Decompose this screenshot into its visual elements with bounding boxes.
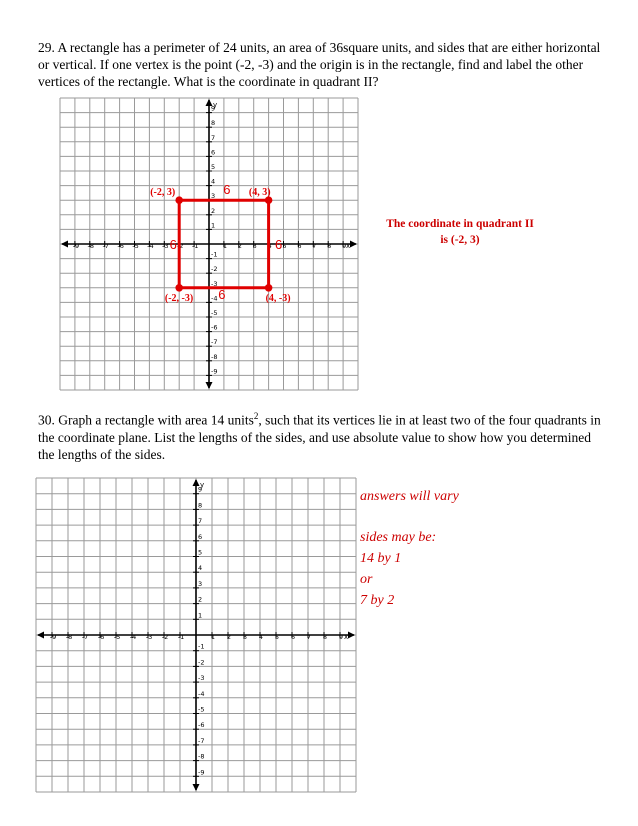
problem-29-text: 29. A rectangle has a perimeter of 24 units, an area of 36square units, and sides that are either horizontal or vertical. If one vertex is the point (-2, -3) and the origin is in the rectangle, find and label the other vertices of the rectangle. What is the coordinate in quadrant II? (38, 40, 601, 89)
y-tick-label: -1 (211, 250, 218, 259)
x-axis-arrow-left (37, 632, 44, 639)
side-length-label: 6 (169, 237, 177, 252)
problem-30-text (38, 408, 603, 463)
y-tick-label: 3 (198, 579, 203, 588)
y-tick-label: 2 (198, 595, 203, 604)
answer-30-line-4: or (360, 572, 373, 587)
side-length-label: 6 (274, 237, 283, 252)
x-tick-label: 9 (342, 242, 347, 250)
x-tick-label: 7 (306, 633, 312, 641)
rectangle-vertex (175, 196, 183, 204)
x-tick-label: 2 (226, 633, 232, 641)
x-tick-label: 5 (282, 242, 287, 250)
x-tick-label: 9 (338, 633, 344, 641)
y-tick-label: -1 (198, 642, 205, 651)
y-tick-label: -7 (198, 736, 205, 745)
vertex-label: (4, 3) (248, 187, 271, 199)
answer-30-line-5: 7 by 2 (360, 593, 395, 608)
y-tick-label: 3 (211, 192, 216, 201)
x-tick-label: -4 (129, 633, 137, 641)
y-axis-label: y (213, 101, 218, 109)
y-tick-label: -9 (211, 367, 218, 376)
x-tick-label: 3 (252, 242, 257, 250)
y-tick-label: 7 (211, 133, 216, 142)
x-tick-label: 3 (242, 633, 248, 641)
rectangle-vertex (265, 284, 273, 292)
y-tick-label: 8 (211, 119, 216, 128)
x-tick-label: -2 (176, 242, 184, 250)
x-axis-label: x (344, 633, 349, 641)
y-tick-label: -5 (198, 705, 205, 714)
y-tick-label: -4 (198, 689, 205, 698)
units-superscript: 2 (253, 411, 259, 421)
y-axis-arrow-down (193, 784, 200, 791)
x-tick-label: -6 (117, 242, 124, 250)
coordinate-grid-30 (36, 478, 356, 792)
y-tick-label: 9 (198, 485, 203, 494)
x-tick-label: -1 (177, 633, 185, 641)
y-tick-label: -6 (211, 323, 218, 332)
y-tick-label: -9 (198, 768, 205, 777)
x-tick-label: 6 (297, 242, 302, 250)
x-tick-label: 8 (322, 633, 328, 641)
rectangle-vertex (175, 284, 183, 292)
x-tick-label: -5 (132, 242, 139, 250)
problem-30-text-end: , such that its vertices lie in at least two of the four quadrants in the coordinate plane. List the lengths of the sides, and use absolute value to show how you determined the lengths of the sides. (38, 412, 601, 462)
vertex-label: (4, -3) (265, 292, 291, 304)
x-tick-label: -8 (65, 633, 73, 641)
x-tick-label: -5 (113, 633, 121, 641)
x-tick-label: 7 (312, 242, 317, 250)
x-tick-label: -6 (97, 633, 105, 641)
x-axis-arrow-right (348, 632, 355, 639)
x-tick-label: 5 (274, 633, 280, 641)
y-tick-label: -7 (211, 338, 218, 347)
answer-30 (360, 486, 459, 611)
x-tick-label: -3 (145, 633, 153, 641)
answer-30-line-1: answers will vary (360, 489, 459, 504)
x-axis-arrow-left (61, 241, 68, 248)
x-tick-label: 1 (222, 242, 227, 250)
x-tick-label: 4 (258, 633, 264, 641)
x-tick-label: -4 (147, 242, 154, 250)
x-tick-label: -7 (81, 633, 89, 641)
vertex-label: (-2, 3) (150, 187, 176, 199)
y-tick-label: -6 (198, 721, 205, 730)
x-axis-label: x (346, 242, 351, 250)
answer-30-line-3: 14 by 1 (360, 551, 402, 566)
y-tick-label: 7 (198, 517, 203, 526)
x-tick-label: 4 (267, 242, 272, 250)
y-tick-label: 8 (198, 501, 203, 510)
y-tick-label: 2 (211, 206, 216, 215)
y-axis-arrow-down (206, 382, 213, 389)
x-tick-label: 6 (290, 633, 296, 641)
x-tick-label: -9 (49, 633, 57, 641)
y-tick-label: 5 (211, 163, 216, 171)
y-tick-label: 9 (211, 104, 216, 113)
y-tick-label: -2 (211, 265, 218, 274)
x-tick-label: -2 (161, 633, 169, 641)
problem-30-text-start: 30. Graph a rectangle with area 14 units (38, 412, 254, 428)
y-tick-label: 5 (198, 548, 203, 557)
y-tick-label: 4 (211, 177, 216, 186)
x-tick-label: 2 (237, 242, 242, 250)
y-tick-label: 1 (211, 221, 216, 230)
coordinate-grid-29 (60, 98, 358, 390)
x-tick-label: -8 (87, 242, 95, 250)
y-tick-label: 1 (198, 611, 203, 620)
x-axis-arrow-right (350, 241, 357, 248)
x-tick-label: -9 (72, 242, 80, 250)
y-tick-label: -2 (198, 658, 205, 667)
answer-29-line-1: The coordinate in quadrant II (386, 218, 534, 230)
side-length-label: 6 (223, 182, 231, 198)
answer-29 (378, 216, 542, 248)
answer-29-line-2: is (-2, 3) (440, 234, 480, 246)
x-tick-label: 8 (327, 242, 332, 250)
vertex-label: (-2, -3) (164, 292, 194, 304)
answer-30-line-2: sides may be: (360, 530, 437, 545)
y-tick-label: -5 (211, 309, 218, 317)
y-tick-label: -3 (198, 674, 205, 683)
y-tick-label: -4 (211, 294, 218, 303)
y-tick-label: -8 (211, 352, 218, 361)
x-tick-label: -3 (162, 242, 169, 250)
y-tick-label: -8 (198, 752, 205, 761)
x-tick-label: -7 (102, 242, 109, 250)
y-axis-label: y (200, 481, 205, 489)
side-length-label: 6 (218, 286, 226, 302)
x-tick-label: 1 (210, 633, 216, 641)
y-tick-label: 6 (198, 532, 203, 541)
y-tick-label: 6 (211, 148, 216, 157)
x-tick-label: -1 (191, 242, 199, 250)
y-tick-label: 4 (198, 564, 203, 573)
y-tick-label: -3 (211, 279, 218, 288)
